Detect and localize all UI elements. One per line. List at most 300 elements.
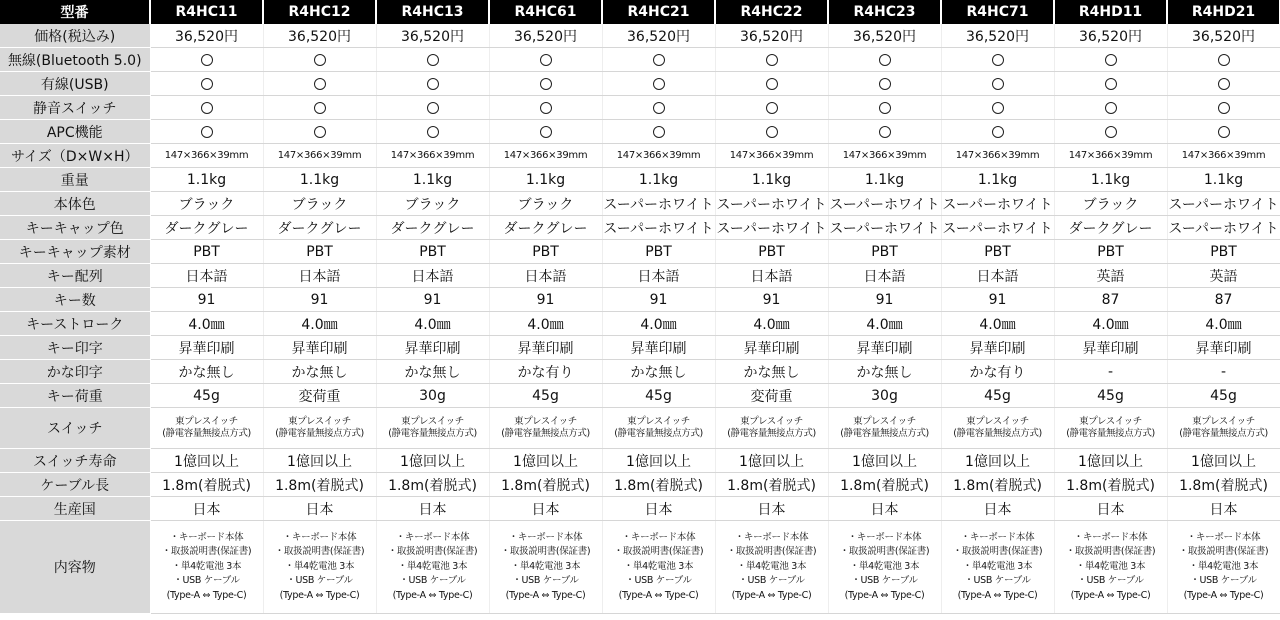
- contents-list: [264, 531, 376, 604]
- feature-cell: [828, 48, 941, 72]
- weight-cell: 1.1kg: [828, 168, 941, 192]
- contents-line: ・取扱説明書(保証書): [839, 546, 930, 558]
- key-load-cell: 45g: [602, 384, 715, 408]
- circle-icon: [540, 126, 552, 138]
- kana-print-cell: かな無し: [715, 360, 828, 384]
- contents-line: ・単4乾電池 3本: [284, 560, 355, 572]
- circle-icon: [766, 126, 778, 138]
- table-row-keycap-material: [0, 240, 1280, 264]
- price-cell: 36,520円: [1167, 24, 1280, 48]
- key-layout-cell: 英語: [1054, 264, 1167, 288]
- feature-cell: [1054, 48, 1167, 72]
- key-load-cell: 変荷重: [263, 384, 376, 408]
- contents-cell: [602, 521, 715, 614]
- key-layout-cell: 日本語: [489, 264, 602, 288]
- weight-cell: 1.1kg: [602, 168, 715, 192]
- model-header: R4HD11: [1054, 0, 1167, 24]
- price-cell: 36,520円: [602, 24, 715, 48]
- key-stroke-cell: 4.0㎜: [828, 312, 941, 336]
- row-label: 内容物: [0, 521, 150, 614]
- table-row-contents: [0, 521, 1280, 614]
- contents-line: ・USB ケーブル: [286, 575, 353, 587]
- row-label: キーキャップ色: [0, 216, 150, 240]
- contents-line: (Type-A ⇔ Type-C): [392, 589, 473, 601]
- switch-name: 東プレスイッチ: [401, 416, 464, 427]
- header-row: [0, 0, 1280, 24]
- contents-list: [1168, 531, 1280, 604]
- feature-cell: [715, 96, 828, 120]
- contents-list: [377, 531, 489, 604]
- feature-cell: [1054, 72, 1167, 96]
- model-header: R4HC12: [263, 0, 376, 24]
- key-count-cell: 91: [376, 288, 489, 312]
- key-layout-cell: 英語: [1167, 264, 1280, 288]
- cable-length-cell: 1.8m(着脱式): [1167, 473, 1280, 497]
- contents-list: [151, 531, 263, 604]
- price-cell: 36,520円: [1054, 24, 1167, 48]
- switch-cell: [489, 408, 602, 449]
- contents-line: ・取扱説明書(保証書): [500, 546, 591, 558]
- contents-line: ・USB ケーブル: [738, 575, 805, 587]
- contents-line: ・USB ケーブル: [625, 575, 692, 587]
- switch-name: 東プレスイッチ: [853, 416, 916, 427]
- keycap-color-cell: スーパーホワイト: [1167, 216, 1280, 240]
- feature-cell: [263, 72, 376, 96]
- switch-cell: [1054, 408, 1167, 449]
- contents-line: ・取扱説明書(保証書): [387, 546, 478, 558]
- table-row-silent-switch: [0, 96, 1280, 120]
- circle-icon: [879, 126, 891, 138]
- contents-line: ・キーボード本体: [621, 531, 696, 543]
- contents-list: [942, 531, 1054, 604]
- contents-line: ・USB ケーブル: [1077, 575, 1144, 587]
- switch-cell: [376, 408, 489, 449]
- key-stroke-cell: 4.0㎜: [1054, 312, 1167, 336]
- price-cell: 36,520円: [828, 24, 941, 48]
- feature-cell: [263, 96, 376, 120]
- row-label: 有線(USB): [0, 72, 150, 96]
- table-row-usb: [0, 72, 1280, 96]
- contents-line: ・キーボード本体: [1073, 531, 1148, 543]
- switch-life-cell: 1億回以上: [828, 449, 941, 473]
- feature-cell: [263, 120, 376, 144]
- circle-icon: [879, 78, 891, 90]
- contents-line: ・USB ケーブル: [1190, 575, 1257, 587]
- row-label: 静音スイッチ: [0, 96, 150, 120]
- key-load-cell: 45g: [1167, 384, 1280, 408]
- contents-line: ・単4乾電池 3本: [1075, 560, 1146, 572]
- feature-cell: [715, 72, 828, 96]
- key-load-cell: 45g: [941, 384, 1054, 408]
- circle-icon: [314, 54, 326, 66]
- kana-print-cell: かな無し: [828, 360, 941, 384]
- row-label: スイッチ: [0, 408, 150, 449]
- kana-print-cell: -: [1167, 360, 1280, 384]
- contents-cell: [941, 521, 1054, 614]
- keycap-material-cell: PBT: [602, 240, 715, 264]
- key-print-cell: 昇華印刷: [376, 336, 489, 360]
- model-header: R4HC21: [602, 0, 715, 24]
- contents-line: (Type-A ⇔ Type-C): [1070, 589, 1151, 601]
- circle-icon: [653, 78, 665, 90]
- key-load-cell: 30g: [828, 384, 941, 408]
- feature-cell: [489, 120, 602, 144]
- country-cell: 日本: [150, 497, 263, 521]
- country-cell: 日本: [263, 497, 376, 521]
- row-label: 重量: [0, 168, 150, 192]
- feature-cell: [941, 96, 1054, 120]
- table-row-body-color: [0, 192, 1280, 216]
- body-color-cell: ブラック: [263, 192, 376, 216]
- circle-icon: [1218, 54, 1230, 66]
- table-row-price: [0, 24, 1280, 48]
- circle-icon: [992, 54, 1004, 66]
- size-cell: 147×366×39mm: [1167, 144, 1280, 168]
- keycap-color-cell: ダークグレー: [1054, 216, 1167, 240]
- model-header: R4HC22: [715, 0, 828, 24]
- keycap-color-cell: スーパーホワイト: [715, 216, 828, 240]
- model-header: R4HC71: [941, 0, 1054, 24]
- row-label: かな印字: [0, 360, 150, 384]
- key-stroke-cell: 4.0㎜: [1167, 312, 1280, 336]
- row-label: キー荷重: [0, 384, 150, 408]
- keycap-material-cell: PBT: [715, 240, 828, 264]
- size-cell: 147×366×39mm: [941, 144, 1054, 168]
- body-color-cell: ブラック: [376, 192, 489, 216]
- table-row-keycap-color: [0, 216, 1280, 240]
- keycap-color-cell: スーパーホワイト: [828, 216, 941, 240]
- contents-line: (Type-A ⇔ Type-C): [1183, 589, 1264, 601]
- key-stroke-cell: 4.0㎜: [489, 312, 602, 336]
- cable-length-cell: 1.8m(着脱式): [150, 473, 263, 497]
- cable-length-cell: 1.8m(着脱式): [1054, 473, 1167, 497]
- switch-type: (静電容量無接点方式): [162, 428, 251, 439]
- key-load-cell: 45g: [489, 384, 602, 408]
- keycap-material-cell: PBT: [150, 240, 263, 264]
- feature-cell: [602, 72, 715, 96]
- circle-icon: [314, 126, 326, 138]
- feature-cell: [715, 120, 828, 144]
- keycap-material-cell: PBT: [828, 240, 941, 264]
- circle-icon: [653, 126, 665, 138]
- contents-line: (Type-A ⇔ Type-C): [618, 589, 699, 601]
- contents-line: ・キーボード本体: [734, 531, 809, 543]
- feature-cell: [602, 96, 715, 120]
- table-row-country: [0, 497, 1280, 521]
- key-layout-cell: 日本語: [602, 264, 715, 288]
- contents-line: ・キーボード本体: [169, 531, 244, 543]
- circle-icon: [540, 78, 552, 90]
- switch-name: 東プレスイッチ: [740, 416, 803, 427]
- row-label: 無線(Bluetooth 5.0): [0, 48, 150, 72]
- contents-cell: [828, 521, 941, 614]
- table-row-kana-print: [0, 360, 1280, 384]
- circle-icon: [766, 102, 778, 114]
- row-label: キー数: [0, 288, 150, 312]
- switch-cell: [1167, 408, 1280, 449]
- keycap-material-cell: PBT: [263, 240, 376, 264]
- switch-life-cell: 1億回以上: [602, 449, 715, 473]
- feature-cell: [376, 120, 489, 144]
- circle-icon: [653, 102, 665, 114]
- key-layout-cell: 日本語: [828, 264, 941, 288]
- key-layout-cell: 日本語: [715, 264, 828, 288]
- contents-line: ・取扱説明書(保証書): [274, 546, 365, 558]
- feature-cell: [602, 48, 715, 72]
- price-cell: 36,520円: [715, 24, 828, 48]
- key-print-cell: 昇華印刷: [150, 336, 263, 360]
- key-count-cell: 91: [828, 288, 941, 312]
- row-label: 本体色: [0, 192, 150, 216]
- kana-print-cell: かな無し: [263, 360, 376, 384]
- kana-print-cell: かな無し: [602, 360, 715, 384]
- circle-icon: [879, 54, 891, 66]
- key-layout-cell: 日本語: [376, 264, 489, 288]
- table-row-apc: [0, 120, 1280, 144]
- circle-icon: [1218, 102, 1230, 114]
- switch-type: (静電容量無接点方式): [501, 428, 590, 439]
- switch-life-cell: 1億回以上: [376, 449, 489, 473]
- body-color-cell: ブラック: [489, 192, 602, 216]
- switch-cell: [150, 408, 263, 449]
- cable-length-cell: 1.8m(着脱式): [602, 473, 715, 497]
- model-header: R4HC11: [150, 0, 263, 24]
- switch-type: (静電容量無接点方式): [275, 428, 364, 439]
- contents-line: ・単4乾電池 3本: [736, 560, 807, 572]
- keycap-color-cell: ダークグレー: [376, 216, 489, 240]
- keycap-color-cell: ダークグレー: [263, 216, 376, 240]
- key-print-cell: 昇華印刷: [941, 336, 1054, 360]
- country-cell: 日本: [602, 497, 715, 521]
- feature-cell: [150, 96, 263, 120]
- contents-line: ・単4乾電池 3本: [623, 560, 694, 572]
- key-load-cell: 45g: [1054, 384, 1167, 408]
- keycap-color-cell: スーパーホワイト: [602, 216, 715, 240]
- circle-icon: [427, 102, 439, 114]
- size-cell: 147×366×39mm: [828, 144, 941, 168]
- contents-list: [716, 531, 828, 604]
- feature-cell: [376, 96, 489, 120]
- price-cell: 36,520円: [941, 24, 1054, 48]
- table-row-cable-length: [0, 473, 1280, 497]
- switch-name: 東プレスイッチ: [1079, 416, 1142, 427]
- row-label: キーキャップ素材: [0, 240, 150, 264]
- switch-life-cell: 1億回以上: [1167, 449, 1280, 473]
- contents-line: ・キーボード本体: [395, 531, 470, 543]
- contents-line: ・USB ケーブル: [851, 575, 918, 587]
- circle-icon: [1218, 78, 1230, 90]
- contents-line: ・単4乾電池 3本: [510, 560, 581, 572]
- switch-life-cell: 1億回以上: [941, 449, 1054, 473]
- circle-icon: [766, 78, 778, 90]
- circle-icon: [1218, 126, 1230, 138]
- key-print-cell: 昇華印刷: [715, 336, 828, 360]
- table-row-wireless: [0, 48, 1280, 72]
- contents-line: ・USB ケーブル: [964, 575, 1031, 587]
- key-print-cell: 昇華印刷: [1167, 336, 1280, 360]
- switch-name: 東プレスイッチ: [627, 416, 690, 427]
- table-row-switch: [0, 408, 1280, 449]
- contents-line: ・キーボード本体: [282, 531, 357, 543]
- key-layout-cell: 日本語: [150, 264, 263, 288]
- country-cell: 日本: [376, 497, 489, 521]
- contents-cell: [1167, 521, 1280, 614]
- circle-icon: [1105, 78, 1117, 90]
- circle-icon: [427, 78, 439, 90]
- keycap-color-cell: スーパーホワイト: [941, 216, 1054, 240]
- circle-icon: [540, 102, 552, 114]
- switch-cell: [263, 408, 376, 449]
- circle-icon: [201, 54, 213, 66]
- contents-line: (Type-A ⇔ Type-C): [844, 589, 925, 601]
- key-print-cell: 昇華印刷: [263, 336, 376, 360]
- contents-line: ・USB ケーブル: [173, 575, 240, 587]
- row-label: 価格(税込み): [0, 24, 150, 48]
- circle-icon: [879, 102, 891, 114]
- body-color-cell: スーパーホワイト: [602, 192, 715, 216]
- circle-icon: [314, 102, 326, 114]
- key-stroke-cell: 4.0㎜: [263, 312, 376, 336]
- price-cell: 36,520円: [263, 24, 376, 48]
- feature-cell: [941, 120, 1054, 144]
- feature-cell: [376, 48, 489, 72]
- switch-name: 東プレスイッチ: [1192, 416, 1255, 427]
- row-label: スイッチ寿命: [0, 449, 150, 473]
- table-row-key-layout: [0, 264, 1280, 288]
- feature-cell: [1167, 120, 1280, 144]
- size-cell: 147×366×39mm: [263, 144, 376, 168]
- contents-line: (Type-A ⇔ Type-C): [279, 589, 360, 601]
- key-count-cell: 91: [941, 288, 1054, 312]
- switch-life-cell: 1億回以上: [1054, 449, 1167, 473]
- feature-cell: [828, 72, 941, 96]
- contents-cell: [376, 521, 489, 614]
- size-cell: 147×366×39mm: [376, 144, 489, 168]
- contents-line: ・単4乾電池 3本: [962, 560, 1033, 572]
- body-color-cell: スーパーホワイト: [828, 192, 941, 216]
- key-count-cell: 87: [1054, 288, 1167, 312]
- switch-type: (静電容量無接点方式): [1179, 428, 1268, 439]
- circle-icon: [201, 78, 213, 90]
- feature-cell: [1054, 120, 1167, 144]
- feature-cell: [1167, 48, 1280, 72]
- contents-list: [829, 531, 941, 604]
- country-cell: 日本: [828, 497, 941, 521]
- size-cell: 147×366×39mm: [602, 144, 715, 168]
- weight-cell: 1.1kg: [715, 168, 828, 192]
- contents-list: [603, 531, 715, 604]
- keycap-material-cell: PBT: [1054, 240, 1167, 264]
- contents-line: ・キーボード本体: [847, 531, 922, 543]
- contents-line: (Type-A ⇔ Type-C): [505, 589, 586, 601]
- feature-cell: [150, 48, 263, 72]
- contents-cell: [1054, 521, 1167, 614]
- switch-cell: [828, 408, 941, 449]
- key-stroke-cell: 4.0㎜: [941, 312, 1054, 336]
- price-cell: 36,520円: [376, 24, 489, 48]
- switch-cell: [941, 408, 1054, 449]
- model-header: R4HC13: [376, 0, 489, 24]
- key-print-cell: 昇華印刷: [489, 336, 602, 360]
- contents-line: (Type-A ⇔ Type-C): [957, 589, 1038, 601]
- feature-cell: [1167, 72, 1280, 96]
- feature-cell: [150, 72, 263, 96]
- feature-cell: [715, 48, 828, 72]
- feature-cell: [489, 72, 602, 96]
- circle-icon: [992, 102, 1004, 114]
- country-cell: 日本: [941, 497, 1054, 521]
- contents-line: (Type-A ⇔ Type-C): [166, 589, 247, 601]
- contents-line: ・取扱説明書(保証書): [613, 546, 704, 558]
- weight-cell: 1.1kg: [489, 168, 602, 192]
- contents-line: ・取扱説明書(保証書): [726, 546, 817, 558]
- switch-life-cell: 1億回以上: [715, 449, 828, 473]
- body-color-cell: スーパーホワイト: [941, 192, 1054, 216]
- cable-length-cell: 1.8m(着脱式): [715, 473, 828, 497]
- circle-icon: [201, 126, 213, 138]
- switch-type: (静電容量無接点方式): [388, 428, 477, 439]
- feature-cell: [1054, 96, 1167, 120]
- feature-cell: [150, 120, 263, 144]
- keycap-material-cell: PBT: [941, 240, 1054, 264]
- circle-icon: [1105, 126, 1117, 138]
- cable-length-cell: 1.8m(着脱式): [263, 473, 376, 497]
- circle-icon: [992, 78, 1004, 90]
- size-cell: 147×366×39mm: [715, 144, 828, 168]
- switch-name: 東プレスイッチ: [175, 416, 238, 427]
- keycap-color-cell: ダークグレー: [150, 216, 263, 240]
- contents-line: ・キーボード本体: [960, 531, 1035, 543]
- row-label: キー配列: [0, 264, 150, 288]
- table-row-key-stroke: [0, 312, 1280, 336]
- feature-cell: [489, 96, 602, 120]
- contents-list: [490, 531, 602, 604]
- switch-cell: [602, 408, 715, 449]
- circle-icon: [992, 126, 1004, 138]
- switch-cell: [715, 408, 828, 449]
- weight-cell: 1.1kg: [376, 168, 489, 192]
- contents-line: ・取扱説明書(保証書): [1065, 546, 1156, 558]
- feature-cell: [376, 72, 489, 96]
- contents-line: ・取扱説明書(保証書): [1178, 546, 1269, 558]
- row-label: キーストローク: [0, 312, 150, 336]
- feature-cell: [602, 120, 715, 144]
- circle-icon: [1105, 102, 1117, 114]
- size-cell: 147×366×39mm: [1054, 144, 1167, 168]
- contents-cell: [489, 521, 602, 614]
- switch-life-cell: 1億回以上: [150, 449, 263, 473]
- feature-cell: [828, 96, 941, 120]
- size-cell: 147×366×39mm: [150, 144, 263, 168]
- contents-line: ・単4乾電池 3本: [849, 560, 920, 572]
- switch-name: 東プレスイッチ: [514, 416, 577, 427]
- price-cell: 36,520円: [489, 24, 602, 48]
- key-count-cell: 91: [263, 288, 376, 312]
- switch-type: (静電容量無接点方式): [727, 428, 816, 439]
- kana-print-cell: かな無し: [376, 360, 489, 384]
- table-row-key-print: [0, 336, 1280, 360]
- contents-line: ・キーボード本体: [508, 531, 583, 543]
- model-header: R4HD21: [1167, 0, 1280, 24]
- key-layout-cell: 日本語: [941, 264, 1054, 288]
- model-header: R4HC61: [489, 0, 602, 24]
- contents-line: ・取扱説明書(保証書): [161, 546, 252, 558]
- kana-print-cell: かな有り: [489, 360, 602, 384]
- feature-cell: [941, 72, 1054, 96]
- kana-print-cell: かな無し: [150, 360, 263, 384]
- table-row-key-load: [0, 384, 1280, 408]
- weight-cell: 1.1kg: [1167, 168, 1280, 192]
